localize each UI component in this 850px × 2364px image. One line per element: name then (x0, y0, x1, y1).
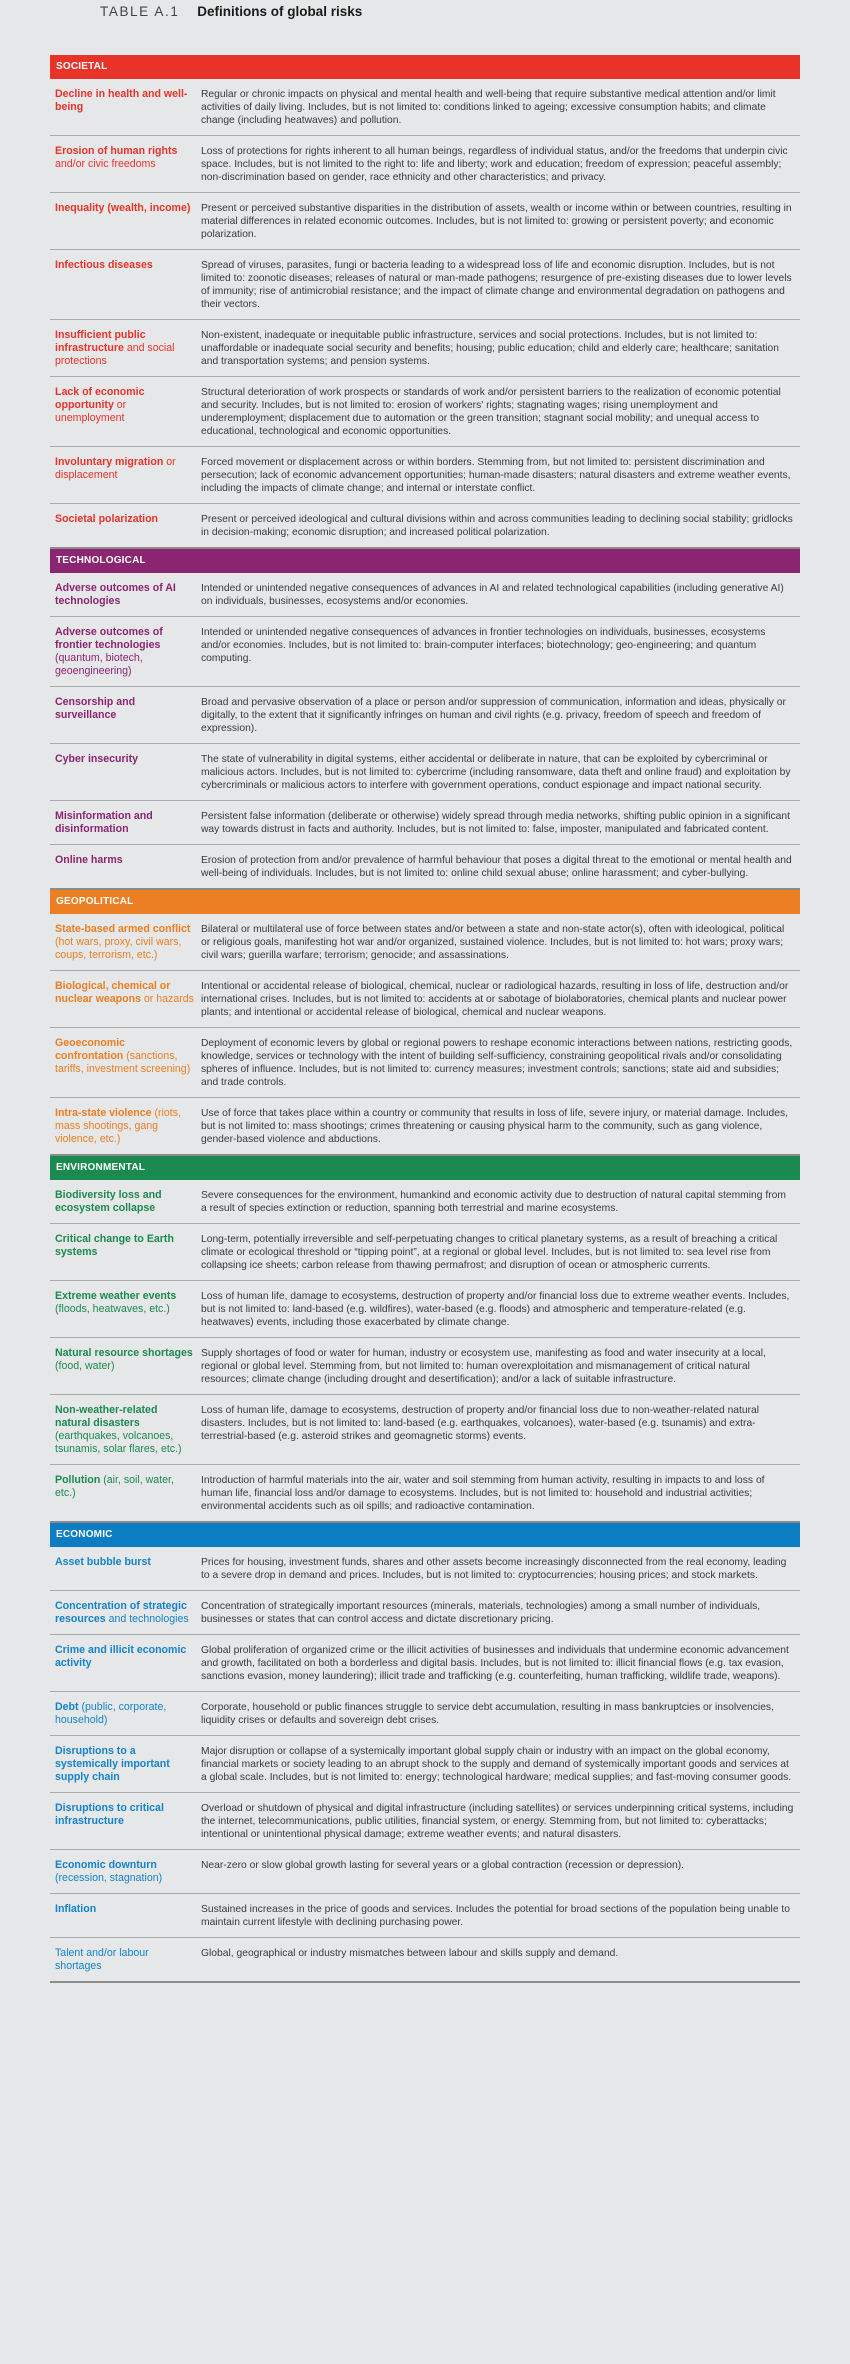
risk-definition: Erosion of protection from and/or prevalence of harmful behaviour that poses a digital threat to the emotional or mental health and well-being of individuals. Includes, but is not limited to: online child sexual abuse; online harassment; and cyber-bullying. (201, 855, 792, 879)
risk-term (50, 513, 201, 539)
risk-definition: Use of force that takes place within a country or community that results in loss of life, severe injury, or material damage. Includes, but is not limited to: mass shootings; crimes threatening or causing physical harm to the community, such as gang violence, gender-based violence and abductions. (201, 1108, 788, 1145)
risk-name: Adverse outcomes of AI technologies (55, 582, 176, 607)
risk-name: Decline in health and well-being (55, 88, 188, 113)
risk-term (50, 456, 201, 495)
section-environmental (50, 1156, 800, 1523)
risk-term (50, 1802, 201, 1841)
risk-term (50, 854, 201, 880)
table-row (50, 1894, 800, 1938)
table-row (50, 1635, 800, 1692)
table-title: Definitions of global risks (197, 4, 363, 19)
table-row (50, 801, 800, 845)
risk-name: Online harms (55, 854, 123, 866)
risk-definition: Deployment of economic levers by global or regional powers to reshape economic interactions between nations, restricting goods, knowledge, services or technology with the intent of building self-sufficiency, constraining geopolitical rivals and/or consolidating spheres of influence. Includes, but is not limited to: currency measures; investment controls; sanctions; state aid and subsidies; and trade controls. (201, 1038, 793, 1088)
risk-term (50, 1474, 201, 1513)
risk-definition: Spread of viruses, parasites, fungi or bacteria leading to a widespread loss of life and economic disruption. Includes, but is not limited to: zoonotic diseases; releases of natural or man-made pathogens; resurgence of pre-existing diseases due to lower levels of immunity; rise of antimicrobial resistance; and the impact of climate change and environmental degradation on pathogens and their vectors. (201, 260, 792, 310)
table-row (50, 1465, 800, 1523)
risk-definition: Persistent false information (deliberate or otherwise) widely spread through media networks, shifting public opinion in a significant way towards distrust in facts and authority. Includes, but is not limited to: false, imposter, manipulated and fabricated content. (201, 811, 790, 835)
risk-qualifier: and social protections (55, 342, 175, 367)
table-header (100, 4, 362, 19)
risk-name: Disruptions to a systemically important supply chain (55, 1745, 170, 1783)
risk-name: Critical change to Earth systems (55, 1233, 174, 1258)
risk-definition: The state of vulnerability in digital systems, either accidental or deliberate in nature, that can be exploited by cybercriminal or malicious actors. Includes, but is not limited to: cybercrime (including ransomware, data theft and online fraud) and exploitation by cybercriminals or malicious actors to interfere with government operations, conduct espionage and impact national security. (201, 754, 791, 791)
risk-definition: Concentration of strategically important resources (minerals, materials, technologies) among a small number of individuals, businesses or states that can control access and dictate discretionary pricing. (201, 1601, 761, 1625)
risk-term (50, 582, 201, 608)
risk-definition: Sustained increases in the price of goods and services. Includes the potential for broad sections of the population being unable to maintain current lifestyle with declining purchasing power. (201, 1904, 791, 1928)
risk-name: Intra-state violence (55, 1107, 152, 1119)
risk-definition: Corporate, household or public finances struggle to service debt accumulation, resulting in mass bankruptcies or insolvencies, liquidity crises or defaults and sovereign debt crises. (201, 1702, 774, 1726)
section-header: ECONOMIC (50, 1523, 800, 1547)
table-row (50, 377, 800, 447)
risk-term (50, 1745, 201, 1784)
risk-name: Inequality (wealth, income) (55, 202, 191, 214)
table-row (50, 1736, 800, 1793)
section-header: TECHNOLOGICAL (50, 549, 800, 573)
risk-qualifier: (sanctions, tariffs, investment screening) (55, 1050, 191, 1075)
risk-term (50, 1037, 201, 1089)
risk-definitions-table (50, 55, 800, 1983)
table-row (50, 447, 800, 504)
risk-definition: Structural deterioration of work prospects or standards of work and/or persistent barriers to the realization of economic potential and security. Includes, but is not limited to: erosion of workers' rights; stagnating wages; rising unemployment and underemployment; displacement due to automation or the green transition; stagnant social mobility; and unequal access to educational, technological and economic opportunities. (201, 387, 781, 437)
risk-term (50, 202, 201, 241)
risk-name: Economic downturn (55, 1859, 157, 1871)
risk-term (50, 980, 201, 1019)
risk-term (50, 88, 201, 127)
risk-definition: Forced movement or displacement across or within borders. Stemming from, but not limited to: persistent discrimination and persecution; lack of economic advancement opportunities; human-made disasters; natural disasters and extreme weather events, including the impacts of climate change; and internal or interstate conflict. (201, 457, 791, 494)
risk-name: Censorship and surveillance (55, 696, 136, 721)
risk-name: Involuntary migration (55, 456, 164, 468)
table-row (50, 1591, 800, 1635)
risk-definition: Bilateral or multilateral use of force between states and/or between a state and non-state actor(s), often with ideological, political or religious goals, manifesting hot war and/or organized, sustained violence. Includes, but is not limited to: hot wars; proxy wars; civil wars; guerilla warfare; terrorism; genocide; and assassinations. (201, 924, 785, 961)
risk-definition: Supply shortages of food or water for human, industry or ecosystem use, manifesting as food and water insecurity at a local, regional or global level. Stemming from, but not limited to: human overexploitation and mismanagement of critical natural resources; climate change (including drought and desertification); and/or a lack of suitable infrastructure. (201, 1348, 766, 1385)
risk-name: Non-weather-related natural disasters (55, 1404, 158, 1429)
risk-definition: Regular or chronic impacts on physical and mental health and well-being that require substantive medical attention and/or limit activities of daily living. Includes, but is not limited to: conditions linked to ageing; excessive consumption habits; and climate change (including heatwaves) and pollution. (201, 89, 776, 126)
risk-qualifier: or hazards (140, 993, 194, 1005)
risk-term (50, 696, 201, 735)
table-row (50, 1793, 800, 1850)
table-row (50, 1224, 800, 1281)
risk-definition: Loss of human life, damage to ecosystems, destruction of property and/or financial loss due to extreme weather events. Includes, but is not limited to: land-based (e.g. wildfires), water-based (e.g. floods) and atmospheric and temperature-related (e.g. heatwaves) events, including those exacerbated by climate change. (201, 1291, 790, 1328)
risk-name: Insufficient public infrastructure (55, 329, 146, 354)
risk-definition: Overload or shutdown of physical and digital infrastructure (including satellites) or services underpinning critical systems, including the internet, telecommunications, public utilities, financial system, or energy. Stemming from, but not limited to: cyberattacks; intentional or unintentional physical damage; extreme weather events; and natural disasters. (201, 1803, 794, 1840)
risk-definition: Severe consequences for the environment, humankind and economic activity due to destruction of natural capital stemming from a result of species extinction or reduction, spanning both terrestrial and marine ecosystems. (201, 1190, 786, 1214)
section-header: ENVIRONMENTAL (50, 1156, 800, 1180)
section-societal (50, 55, 800, 549)
risk-qualifier: (riots, mass shootings, gang violence, etc.) (55, 1107, 181, 1145)
risk-name: Infectious diseases (55, 259, 153, 271)
risk-definition: Broad and pervasive observation of a place or person and/or suppression of communication, information and ideas, physically or digitally, to the extent that it significantly infringes on human and civil rights (e.g. privacy, freedom of speech and freedom of expression). (201, 697, 786, 734)
table-row (50, 1281, 800, 1338)
risk-definition: Near-zero or slow global growth lasting for several years or a global contraction (recession or depression). (201, 1860, 685, 1871)
table-row (50, 573, 800, 617)
table-row (50, 687, 800, 744)
risk-name: Biodiversity loss and ecosystem collapse (55, 1189, 162, 1214)
risk-term (50, 1404, 201, 1456)
risk-name: Natural resource shortages (55, 1347, 193, 1359)
risk-name: Pollution (55, 1474, 101, 1486)
risk-definition: Prices for housing, investment funds, shares and other assets become increasingly disconnected from the real economy, leading to a severe drop in demand and prices. Includes, but is not limited to: cryptocurrencies; housing prices; and stock markets. (201, 1557, 787, 1581)
section-header: SOCIETAL (50, 55, 800, 79)
table-row (50, 617, 800, 687)
risk-definition: Major disruption or collapse of a systemically important global supply chain or industry with an impact on the global economy, financial markets or society leading to an abrupt shock to the supply and demand of systemically important goods and services at a global scale. Includes, but is not limited to: energy; technological hardware; medical supplies; and fast-moving consumer goods. (201, 1746, 792, 1783)
risk-term (50, 626, 201, 678)
risk-definition: Non-existent, inadequate or inequitable public infrastructure, services and social protections. Includes, but is not limited to: unaffordable or inadequate social security and benefits; housing; public education; child and elderly care; healthcare; sanitation and transportation systems; and pension systems. (201, 330, 779, 367)
risk-definition: Present or perceived ideological and cultural divisions within and across communities leading to declining social stability; gridlocks in decision-making; economic disruption; and increased political polarization. (201, 514, 793, 538)
risk-name: Debt (55, 1701, 79, 1713)
table-row (50, 1850, 800, 1894)
risk-name: Misinformation and disinformation (55, 810, 153, 835)
risk-name: Extreme weather events (55, 1290, 177, 1302)
risk-name: Societal polarization (55, 513, 159, 525)
risk-qualifier: (food, water) (55, 1360, 115, 1372)
table-row (50, 136, 800, 193)
risk-term (50, 1600, 201, 1626)
risk-term (50, 923, 201, 962)
risk-definition: Intentional or accidental release of biological, chemical, nuclear or radiological hazards, resulting in loss of life, destruction and/or international crises. Includes, but is not limited to: accidents at or sabotage of biolaboratories, chemical plants and nuclear power plants; and intentional or accidental release of biological, chemical and nuclear weapons. (201, 981, 789, 1018)
risk-term (50, 386, 201, 438)
risk-definition: Loss of human life, damage to ecosystems, destruction of property and/or financial loss due to non-weather-related natural disasters. Includes, but is not limited to: land-based (e.g. earthquakes, volcanoes), water-based (e.g. tsunamis) and extra-terrestrial-based (e.g. asteroid strikes and geomagnetic storms) events. (201, 1405, 760, 1442)
risk-qualifier: (public, corporate, household) (55, 1701, 167, 1726)
table-row (50, 79, 800, 136)
risk-definition: Intended or unintended negative consequences of advances in frontier technologies on individuals, businesses, ecosystems and/or economies. Includes, but is not limited to: brain-computer interfaces; biotechnology; geo-engineering; and quantum computing. (201, 627, 766, 664)
table-row (50, 320, 800, 377)
risk-definition: Intended or unintended negative consequences of advances in AI and related technological capabilities (including generative AI) on individuals, businesses, ecosystems and/or economies. (201, 583, 784, 607)
risk-name: Lack of economic opportunity (55, 386, 145, 411)
table-row (50, 1098, 800, 1156)
risk-term (50, 1947, 201, 1973)
risk-term (50, 145, 201, 184)
risk-qualifier: and/or civic freedoms (55, 158, 156, 170)
risk-qualifier: Talent and/or labour shortages (55, 1947, 149, 1972)
section-geopolitical (50, 890, 800, 1156)
risk-term (50, 1290, 201, 1329)
risk-qualifier: (air, soil, water, etc.) (55, 1474, 174, 1499)
risk-definition: Present or perceived substantive disparities in the distribution of assets, wealth or income within or between countries, resulting in material differences in related economic outcomes. Includes, but is not limited to: growing or persistent poverty; and economic polarization. (201, 203, 792, 240)
risk-term (50, 1233, 201, 1272)
table-row (50, 504, 800, 549)
risk-term (50, 329, 201, 368)
table-row (50, 845, 800, 890)
risk-definition: Loss of protections for rights inherent to all human beings, regardless of individual status, and/or the freedoms that underpin civic space. Includes, but is not limited to the right to: life and liberty; work and education; freedom of expression; peaceful assembly; non-discrimination based on gender, race ethnicity and other characteristics; and privacy. (201, 146, 788, 183)
risk-term (50, 1347, 201, 1386)
risk-qualifier: (earthquakes, volcanoes, tsunamis, solar flares, etc.) (55, 1430, 182, 1455)
risk-term (50, 1859, 201, 1885)
risk-term (50, 1644, 201, 1683)
section-header: GEOPOLITICAL (50, 890, 800, 914)
risk-term (50, 1189, 201, 1215)
table-row (50, 1028, 800, 1098)
table-label: TABLE A.1 (100, 4, 180, 19)
risk-name: Crime and illicit economic activity (55, 1644, 187, 1669)
risk-name: Inflation (55, 1903, 97, 1915)
risk-term (50, 1701, 201, 1727)
risk-term (50, 753, 201, 792)
risk-qualifier: (floods, heatwaves, etc.) (55, 1303, 170, 1315)
table-row (50, 971, 800, 1028)
risk-qualifier: or unemployment (55, 399, 127, 424)
risk-name: Asset bubble burst (55, 1556, 151, 1568)
risk-name: Geoeconomic confrontation (55, 1037, 126, 1062)
table-row (50, 250, 800, 320)
risk-qualifier: (recession, stagnation) (55, 1872, 163, 1884)
risk-term (50, 259, 201, 311)
table-row (50, 1180, 800, 1224)
table-row (50, 1938, 800, 1983)
table-row (50, 1338, 800, 1395)
risk-qualifier: (quantum, biotech, geoengineering) (55, 652, 143, 677)
risk-term (50, 1556, 201, 1582)
risk-name: Cyber insecurity (55, 753, 139, 765)
section-economic (50, 1523, 800, 1983)
table-row (50, 914, 800, 971)
section-technological (50, 549, 800, 890)
risk-name: Biological, chemical or nuclear weapons (55, 980, 171, 1005)
table-row (50, 1395, 800, 1465)
risk-definition: Global proliferation of organized crime or the illicit activities of businesses and individuals that undermine economic advancement and growth, facilitated on both a borderless and digital basis. Includes, but is not limited to: illicit financial flows (e.g. tax evasion, sanctions evasion, money laundering); illicit trade and trafficking (e.g. counterfeiting, human trafficking, wildlife trade, weapons). (201, 1645, 789, 1682)
risk-qualifier: or displacement (55, 456, 176, 481)
risk-qualifier: and technologies (105, 1613, 189, 1625)
risk-name: Erosion of human rights (55, 145, 178, 157)
table-row (50, 1692, 800, 1736)
risk-definition: Global, geographical or industry mismatches between labour and skills supply and demand. (201, 1948, 619, 1959)
risk-definition: Introduction of harmful materials into the air, water and soil stemming from human activity, resulting in impacts to and loss of human life, financial loss and/or damage to ecosystems. Includes, but is not limited to: household and industrial activities; environmental accidents such as oil spills; and radioactive contamination. (201, 1475, 765, 1512)
risk-term (50, 1903, 201, 1929)
risk-name: Disruptions to critical infrastructure (55, 1802, 164, 1827)
risk-qualifier: (hot wars, proxy, civil wars, coups, terrorism, etc.) (55, 936, 182, 961)
table-row (50, 193, 800, 250)
risk-definition: Long-term, potentially irreversible and self-perpetuating changes to critical planetary systems, as a result of breaching a critical climate or ecological threshold or “tipping point”, at a regional or global level. Includes, but is not limited to: sea level rise from collapsing ice sheets; carbon release from thawing permafrost; and disruption of ocean or atmospheric currents. (201, 1234, 778, 1271)
risk-name: Concentration of strategic resources (55, 1600, 187, 1625)
table-row (50, 1547, 800, 1591)
risk-term (50, 1107, 201, 1146)
risk-term (50, 810, 201, 836)
risk-name: State-based armed conflict (55, 923, 191, 935)
table-row (50, 744, 800, 801)
risk-name: Adverse outcomes of frontier technologies (55, 626, 163, 651)
